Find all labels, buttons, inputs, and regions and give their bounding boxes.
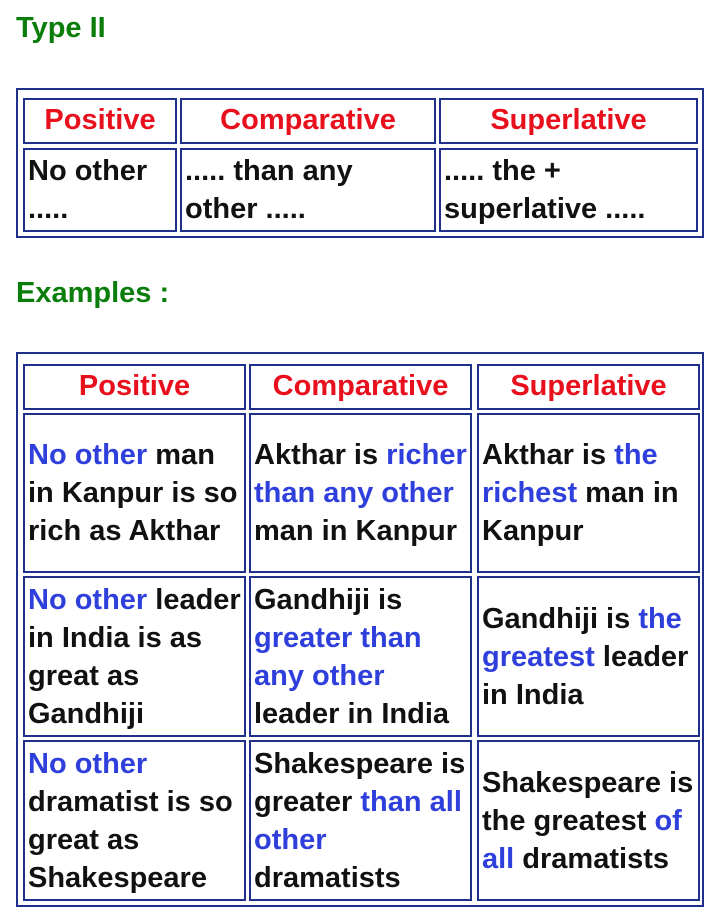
highlight: No other bbox=[28, 583, 148, 616]
examples-header-positive: Positive bbox=[23, 364, 246, 410]
pattern-table bbox=[16, 88, 704, 238]
text: Akthar is bbox=[482, 439, 615, 471]
example-comparative-1 bbox=[249, 413, 472, 573]
example-superlative-1 bbox=[477, 413, 700, 573]
pattern-cell-superlative: ..... the + superlative ..... bbox=[439, 148, 698, 232]
highlight: the richest bbox=[482, 439, 658, 509]
example-comparative-2 bbox=[249, 576, 472, 737]
example-positive-2 bbox=[23, 576, 246, 737]
example-superlative-3 bbox=[477, 740, 700, 901]
highlight: of all bbox=[482, 804, 682, 875]
pattern-cell-positive: No other ..... bbox=[23, 148, 177, 232]
highlight: richer than any other bbox=[254, 439, 467, 509]
text: man in Kanpur is so rich as Akthar bbox=[28, 439, 238, 547]
examples-heading: Examples : bbox=[16, 277, 170, 309]
pattern-cell-comparative: ..... than any other ..... bbox=[180, 148, 436, 232]
example-positive-1 bbox=[23, 413, 246, 573]
text: leader in India is as great as Gandhiji bbox=[28, 583, 241, 730]
highlight: the greatest bbox=[482, 602, 682, 673]
examples-header-superlative: Superlative bbox=[477, 364, 700, 410]
text: dramatist is so great as Shakespeare bbox=[28, 785, 233, 894]
text: Akthar is bbox=[254, 439, 387, 471]
examples-table bbox=[16, 352, 704, 907]
pattern-header-superlative: Superlative bbox=[439, 98, 698, 144]
pattern-header-comparative: Comparative bbox=[180, 98, 436, 144]
page-title: Type II bbox=[16, 12, 106, 44]
text: leader in India bbox=[254, 697, 449, 730]
text: Gandhiji is bbox=[254, 583, 403, 616]
pattern-header-positive: Positive bbox=[23, 98, 177, 144]
highlight: greater than any other bbox=[254, 621, 422, 692]
example-comparative-3 bbox=[249, 740, 472, 901]
highlight: than all other bbox=[254, 785, 462, 856]
text: Shakespeare is greater bbox=[254, 747, 466, 818]
example-positive-3 bbox=[23, 740, 246, 901]
text: man in Kanpur bbox=[254, 515, 458, 547]
highlight: No other bbox=[28, 747, 148, 780]
text: Shakespeare is the greatest bbox=[482, 766, 694, 837]
text: dramatists bbox=[254, 861, 401, 894]
highlight: No other bbox=[28, 439, 148, 471]
examples-header-comparative: Comparative bbox=[249, 364, 472, 410]
example-superlative-2 bbox=[477, 576, 700, 737]
text: man in Kanpur bbox=[482, 477, 679, 547]
text: Gandhiji is bbox=[482, 602, 639, 635]
text: dramatists bbox=[514, 842, 669, 875]
text: leader in India bbox=[482, 640, 689, 711]
